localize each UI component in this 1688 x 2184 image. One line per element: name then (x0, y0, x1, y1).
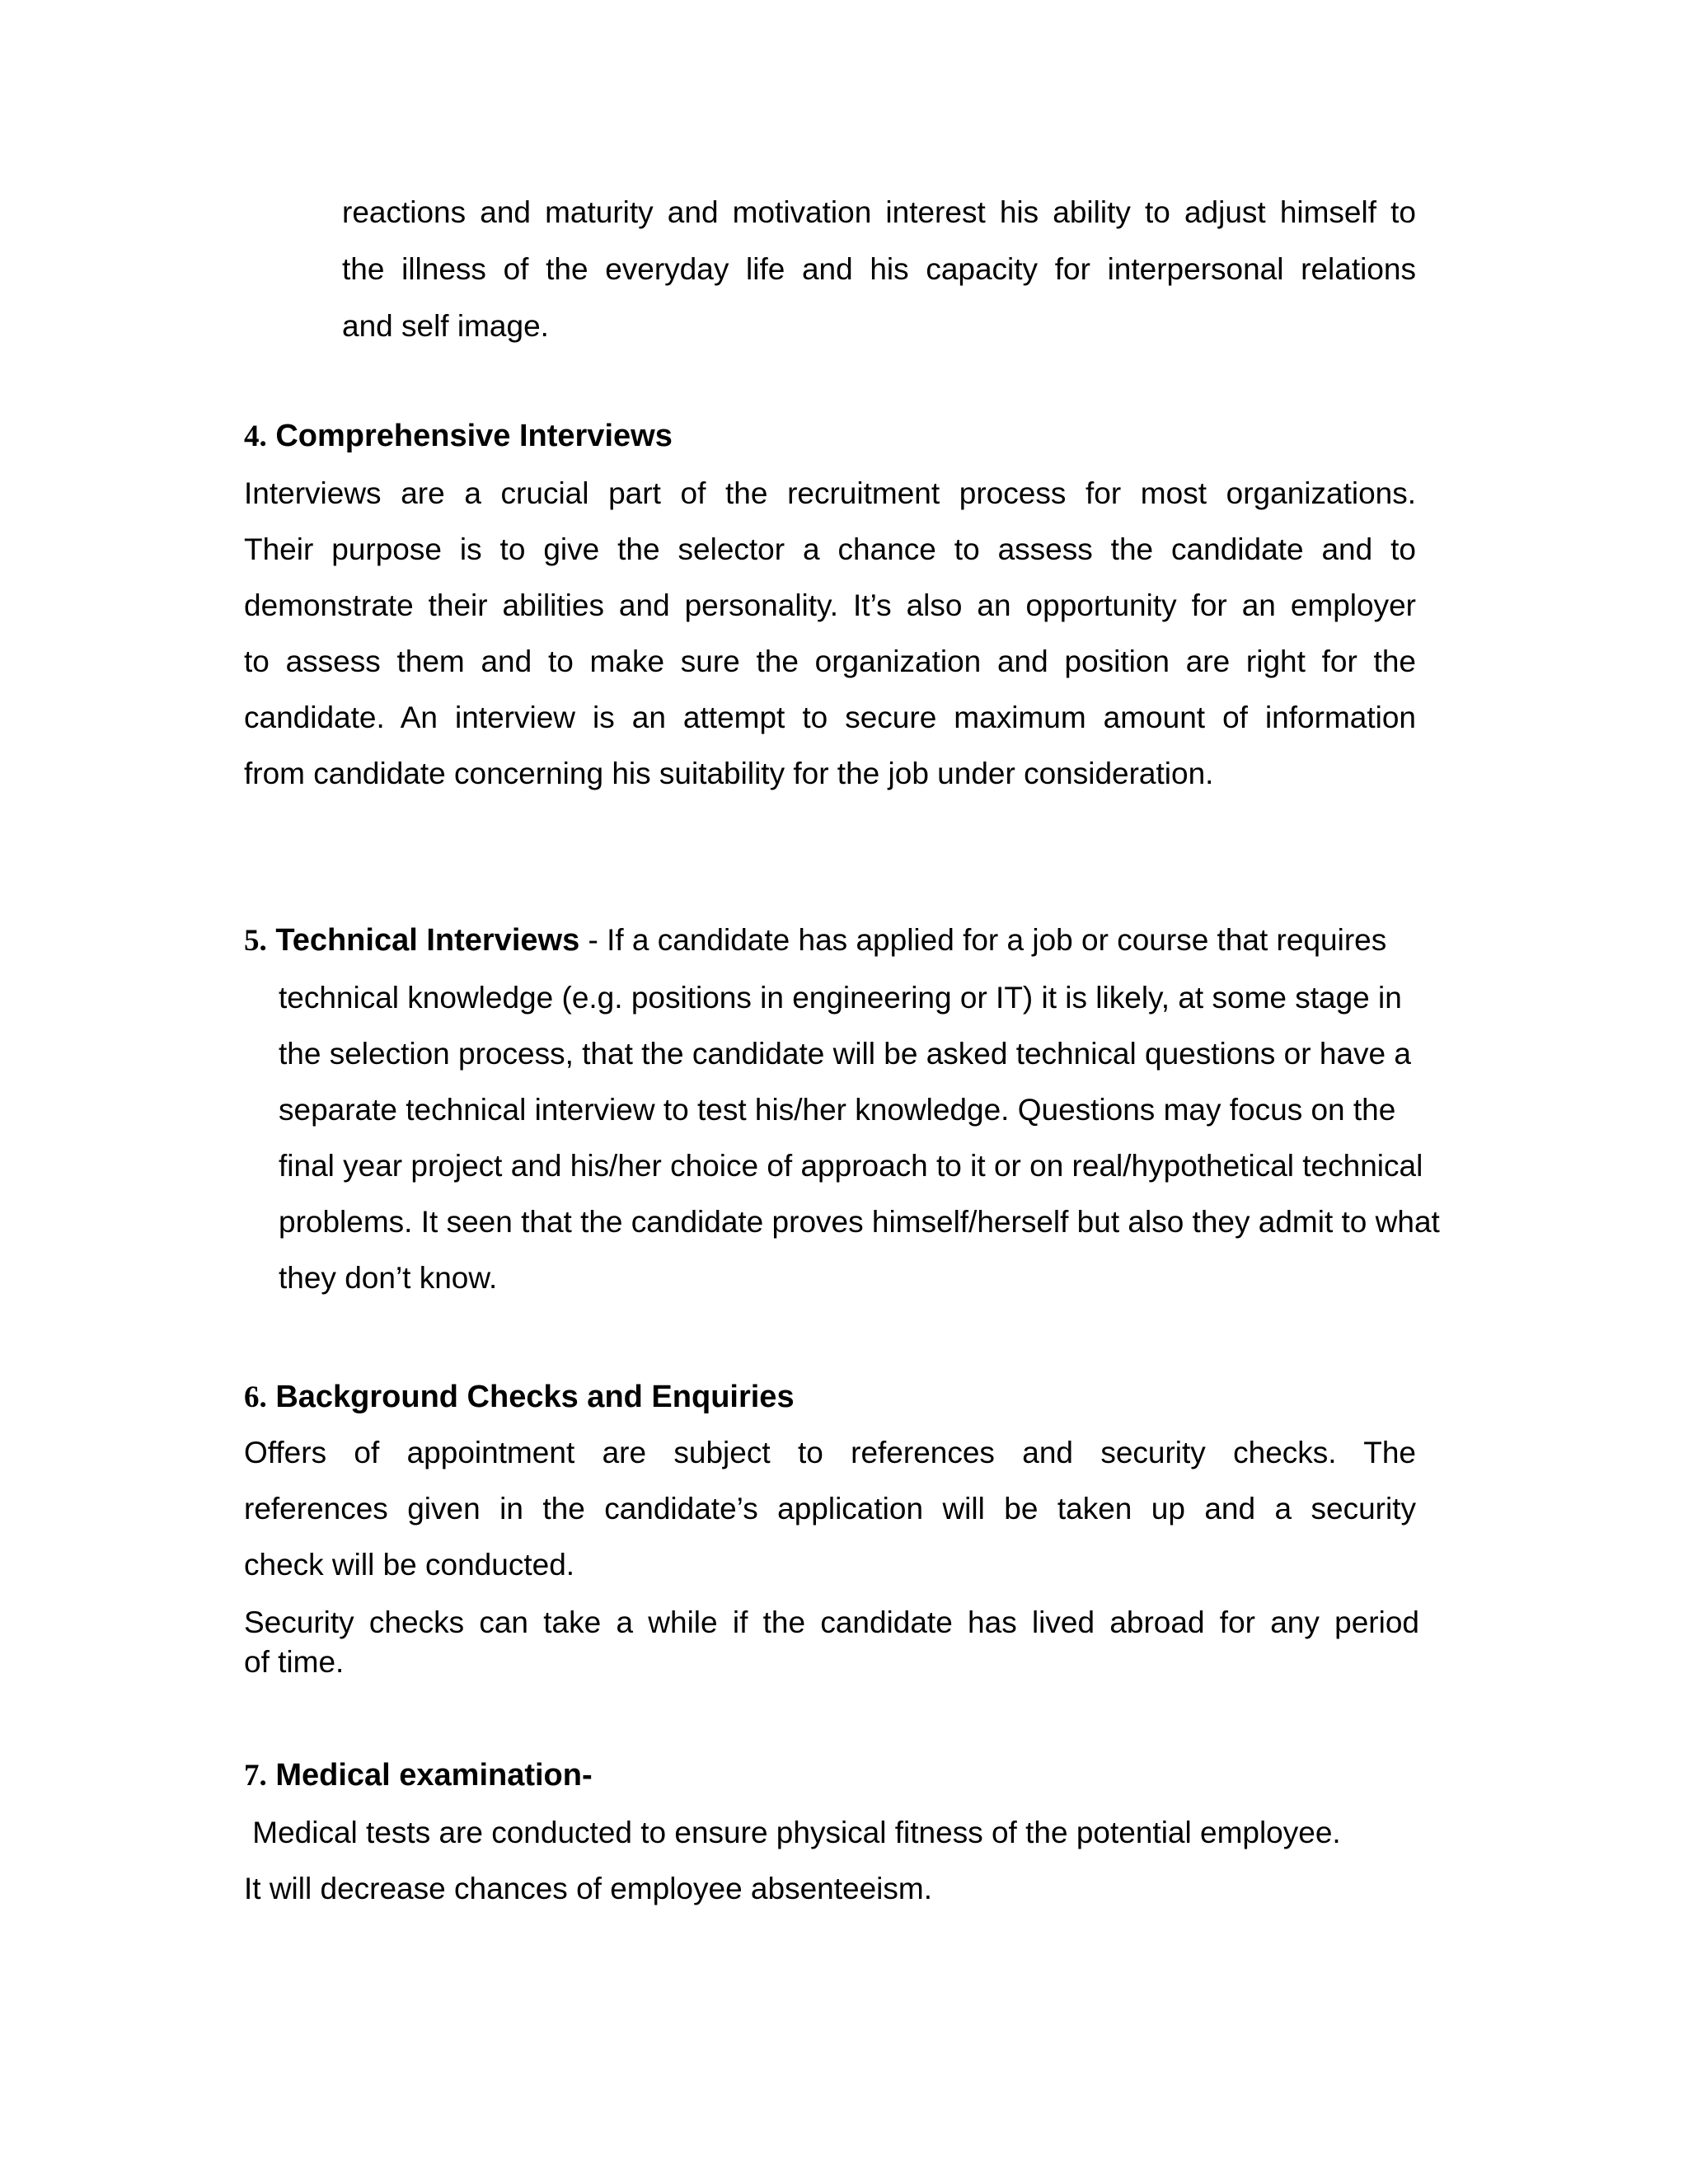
section-4-line-5: candidate. An interview is an attempt to secure maximum amount of information (244, 701, 1416, 734)
section-6-line-3: check will be conducted. (244, 1548, 575, 1582)
section-5-number: 5. (244, 924, 267, 958)
section-4-line-6: from candidate concerning his suitability for the job under consideration. (244, 757, 1214, 790)
section-6-line-2: references given in the candidate’s application will be taken up and a security (244, 1492, 1416, 1526)
intro-line-2: the illness of the everyday life and his capacity for interpersonal relations (342, 252, 1416, 286)
section-5-intro-text: - If a candidate has applied for a job or course that requires (579, 923, 1387, 957)
section-7-title: Medical examination- (275, 1758, 593, 1793)
section-4-line-1: Interviews are a crucial part of the recruitment process for most organizations. (244, 476, 1416, 510)
section-7-number: 7. (244, 1759, 267, 1793)
section-4-heading (244, 418, 673, 455)
section-4-line-2: Their purpose is to give the selector a chance to assess the candidate and to (244, 532, 1416, 566)
section-4-title: Comprehensive Interviews (275, 419, 673, 453)
section-5-line-3: separate technical interview to test his/her knowledge. Questions may focus on the (279, 1093, 1396, 1127)
section-5-line-1: technical knowledge (e.g. positions in engineering or IT) it is likely, at some stage in (279, 981, 1402, 1015)
section-5-line-4: final year project and his/her choice of approach to it or on real/hypothetical technical (279, 1149, 1423, 1183)
section-5-first-line (244, 922, 1386, 959)
section-4-line-3: demonstrate their abilities and personality. It’s also an opportunity for an employer (244, 588, 1416, 622)
section-6-line-5: of time. (244, 1645, 345, 1679)
section-6-line-1: Offers of appointment are subject to references and security checks. The (244, 1436, 1416, 1469)
section-5-line-2: the selection process, that the candidate will be asked technical questions or have a (279, 1037, 1411, 1071)
section-7-line-1: Medical tests are conducted to ensure physical fitness of the potential employee. (244, 1816, 1341, 1849)
section-4-line-4: to assess them and to make sure the organization and position are right for the (244, 644, 1416, 678)
section-7-heading (244, 1757, 593, 1794)
section-7-line-2: It will decrease chances of employee absenteeism. (244, 1872, 932, 1905)
section-6-line-4: Security checks can take a while if the candidate has lived abroad for any period (244, 1605, 1419, 1639)
section-5-line-6: they don’t know. (279, 1261, 498, 1295)
section-6-number: 6. (244, 1380, 267, 1414)
intro-line-1: reactions and maturity and motivation interest his ability to adjust himself to (342, 195, 1416, 229)
section-6-title: Background Checks and Enquiries (275, 1380, 795, 1414)
section-5-title: Technical Interviews (275, 923, 580, 958)
section-6-heading (244, 1379, 795, 1416)
intro-line-3: and self image. (342, 309, 549, 343)
section-5-line-5: problems. It seen that the candidate proves himself/herself but also they admit to what (279, 1205, 1440, 1239)
section-4-number: 4. (244, 419, 267, 453)
